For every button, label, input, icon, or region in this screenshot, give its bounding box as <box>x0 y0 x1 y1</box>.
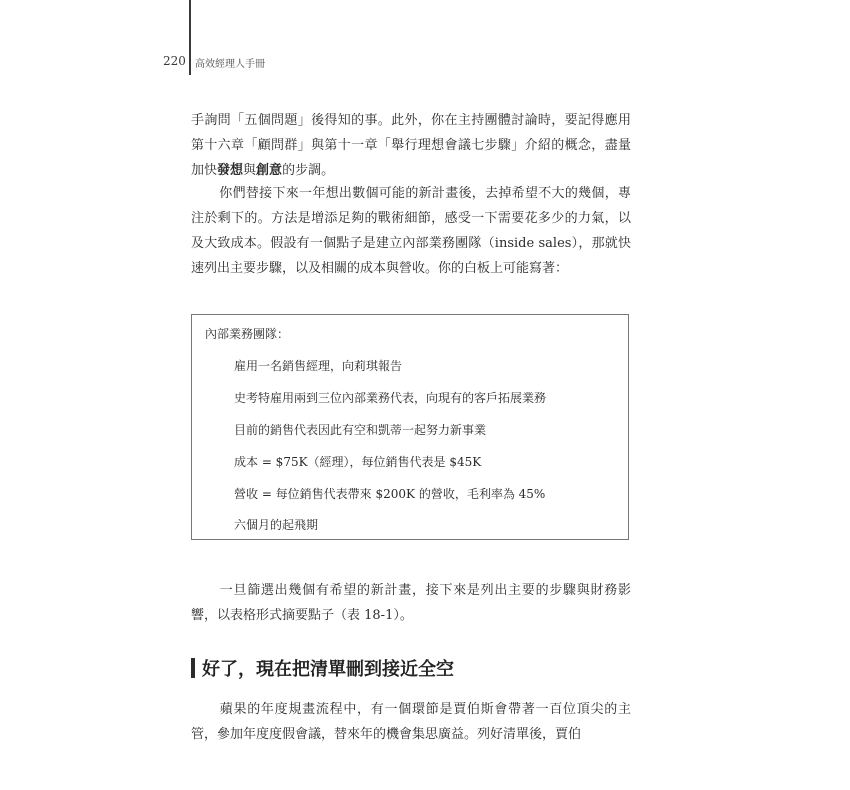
paragraph-text: 你們替接下來一年想出數個可能的新計畫後，去掉希望不大的幾個，專注於剩下的。方法是增添足夠的戰術細節，感受一下需要花多少的力氣，以及大致成本。假設有一個點子是建立內部業務團隊（inside sales），那就快速列出主要步驟，以及相關的成本與營收。你的白板上可能寫著： <box>191 186 631 276</box>
section-heading-bar <box>191 658 195 678</box>
paragraph <box>191 697 631 747</box>
paragraph <box>191 578 631 628</box>
running-title: 高效經理人手冊 <box>195 59 265 70</box>
bold-term-ideation: 發想 <box>217 163 244 178</box>
section-heading: 好了，現在把清單刪到接近全空 <box>202 659 454 680</box>
header-rule <box>189 0 191 75</box>
whiteboard-item: 目前的銷售代表因此有空和凱蒂一起努力新事業 <box>234 423 487 437</box>
paragraph-text: 蘋果的年度規畫流程中，有一個環節是賈伯斯會帶著一百位頂尖的主管，參加年度度假會議，替來年的機會集思廣益。列好清單後，賈伯 <box>191 702 631 742</box>
paragraph <box>191 181 631 281</box>
whiteboard-item: 營收 = 每位銷售代表帶來 $200K 的營收，毛利率為 45% <box>234 487 546 501</box>
whiteboard-item: 史考特雇用兩到三位內部業務代表，向現有的客戶拓展業務 <box>234 391 547 405</box>
paragraph <box>191 108 631 183</box>
paragraph-text: 的步調。 <box>282 163 335 178</box>
page-number: 220 <box>163 54 186 68</box>
whiteboard-item: 成本 = $75K（經理），每位銷售代表是 $45K <box>234 455 482 469</box>
whiteboard-item: 六個月的起飛期 <box>234 518 319 532</box>
paragraph-text: 手詢問「五個問題」後得知的事。此外，你在主持團體討論時，要記得應用第十六章「顧問群」與第十一章「舉行理想會議七步驟」介紹的概念，盡量加快 <box>191 113 631 178</box>
whiteboard-box <box>191 314 629 540</box>
whiteboard-item: 雇用一名銷售經理，向莉琪報告 <box>234 359 403 373</box>
bold-term-creativity: 創意 <box>256 163 283 178</box>
paragraph-text: 一旦篩選出幾個有希望的新計畫，接下來是列出主要的步驟與財務影響，以表格形式摘要點子（表 18-1）。 <box>191 583 631 623</box>
paragraph-text: 與 <box>243 163 257 178</box>
whiteboard-title: 內部業務團隊： <box>205 327 290 341</box>
